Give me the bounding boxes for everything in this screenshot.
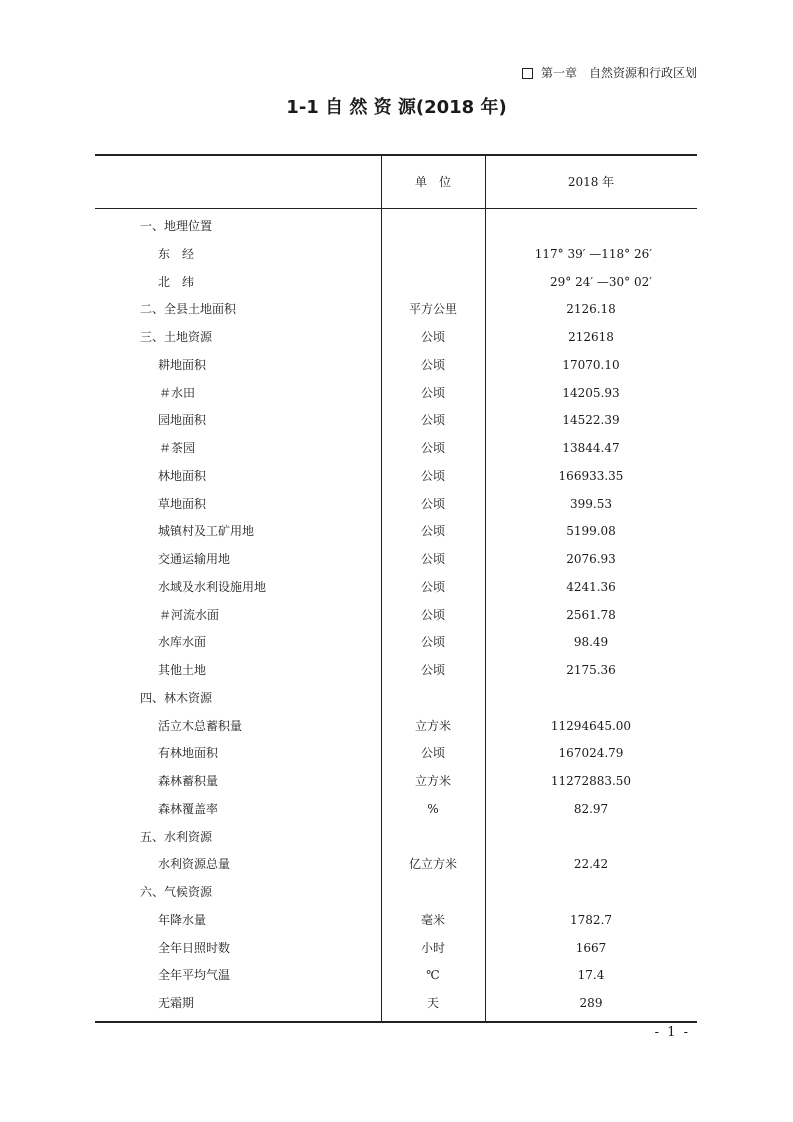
table-row — [95, 574, 697, 602]
row-value: 17070.10 — [562, 357, 620, 372]
table-row — [95, 602, 697, 630]
row-label: 林地面积 — [158, 468, 207, 483]
row-unit: 公顷 — [420, 524, 445, 539]
row-label: 有林地面积 — [158, 746, 219, 761]
table-header-rule — [95, 208, 697, 209]
row-label: 城镇村及工矿用地 — [158, 524, 255, 539]
row-label: 全年平均气温 — [158, 968, 231, 983]
row-unit: 立方米 — [414, 774, 451, 788]
table-row — [95, 657, 697, 685]
row-value: 5199.08 — [566, 524, 616, 539]
row-unit: 公顷 — [420, 357, 445, 372]
table-row — [95, 824, 697, 852]
row-unit: 立方米 — [414, 718, 451, 733]
row-unit: 公顷 — [420, 385, 445, 400]
row-label: 三、土地资源 — [140, 330, 213, 344]
row-label: 四、林木资源 — [140, 690, 213, 705]
row-label: 东 经 — [158, 246, 195, 261]
row-value: 4241.36 — [566, 579, 616, 594]
table-row — [95, 740, 697, 768]
row-value: 117° 39′ —118° 26′ — [534, 246, 652, 261]
row-value: 1782.7 — [570, 912, 612, 927]
row-label: 水利资源总量 — [158, 857, 231, 872]
row-label: 耕地面积 — [158, 357, 207, 372]
row-value: 13844.47 — [562, 441, 620, 455]
table-row — [95, 796, 697, 824]
row-label: 其他土地 — [158, 663, 207, 677]
row-label: ＃茶园 — [159, 441, 196, 455]
row-value: 82.97 — [573, 801, 609, 816]
row-unit: 公顷 — [420, 496, 445, 511]
row-label: 水域及水利设施用地 — [158, 579, 267, 594]
row-value: 14205.93 — [562, 385, 620, 400]
chapter-title: 自然资源和行政区划 — [588, 66, 697, 80]
row-unit: 平方公里 — [408, 302, 457, 317]
row-unit: 天 — [426, 996, 439, 1010]
row-value: 11294645.00 — [550, 718, 632, 733]
table-row — [95, 296, 697, 324]
row-value: 2076.93 — [566, 552, 616, 566]
row-unit: 公顷 — [420, 468, 445, 483]
row-unit: ℃ — [426, 968, 440, 983]
table-row — [95, 380, 697, 408]
row-unit: 公顷 — [420, 579, 445, 594]
row-value: 167024.79 — [558, 746, 624, 761]
table-row — [95, 768, 697, 796]
row-unit: 公顷 — [420, 746, 445, 761]
row-label: 无霜期 — [158, 996, 195, 1010]
page-number: - 1 - — [654, 1025, 690, 1040]
row-value: 1667 — [575, 940, 607, 955]
row-label: 活立木总蓄积量 — [158, 718, 243, 733]
row-label: 森林覆盖率 — [158, 801, 219, 816]
table-row — [95, 629, 697, 657]
table-bottom-rule — [95, 1021, 697, 1023]
row-label: 五、水利资源 — [140, 829, 213, 844]
row-label: 北 纬 — [158, 274, 195, 289]
row-value: 2175.36 — [566, 663, 616, 677]
row-unit: 毫米 — [420, 912, 445, 927]
table-row — [95, 907, 697, 935]
table-body — [95, 213, 697, 1018]
table-row — [95, 962, 697, 990]
row-value: 2126.18 — [566, 302, 616, 317]
table-row — [95, 851, 697, 879]
row-label: 水库水面 — [158, 635, 207, 650]
table-row — [95, 546, 697, 574]
row-label: ＃水田 — [159, 385, 196, 400]
table-row — [95, 879, 697, 907]
row-value: 399.53 — [570, 496, 612, 511]
row-value: 2561.78 — [566, 607, 616, 622]
table-row — [95, 685, 697, 713]
row-unit: 公顷 — [420, 663, 445, 677]
row-label: 交通运输用地 — [158, 552, 231, 566]
table-row — [95, 518, 697, 546]
row-label: 六、气候资源 — [140, 885, 213, 899]
table-row — [95, 241, 697, 269]
column-header-year: 2018 年 — [567, 175, 615, 189]
row-label: 二、全县土地面积 — [140, 302, 237, 317]
row-unit: 公顷 — [420, 635, 445, 650]
row-unit: 公顷 — [420, 552, 445, 566]
row-unit: % — [427, 801, 439, 816]
row-label: 园地面积 — [158, 413, 207, 428]
table-row — [95, 324, 697, 352]
row-value: 166933.35 — [558, 468, 624, 483]
row-unit: 公顷 — [420, 607, 445, 622]
row-value: 22.42 — [573, 857, 609, 872]
row-value: 98.49 — [573, 635, 609, 650]
row-unit: 公顷 — [420, 330, 445, 344]
row-value: 17.4 — [577, 968, 605, 983]
table-row — [95, 990, 697, 1018]
row-unit: 亿立方米 — [408, 857, 457, 872]
square-outline-icon — [522, 68, 533, 79]
row-label: 草地面积 — [158, 496, 207, 511]
table-row — [95, 407, 697, 435]
table-row — [95, 435, 697, 463]
table-row — [95, 491, 697, 519]
table-row — [95, 213, 697, 241]
row-label: 一、地理位置 — [140, 219, 213, 233]
row-value: 11272883.50 — [550, 774, 632, 788]
row-value: 212618 — [568, 330, 614, 344]
chapter-number: 第一章 — [540, 66, 577, 80]
table-row — [95, 935, 697, 963]
table-row — [95, 463, 697, 491]
row-label: ＃河流水面 — [159, 607, 220, 622]
row-unit: 公顷 — [420, 413, 445, 428]
page-title: 1-1 自 然 资 源(2018 年) — [286, 97, 507, 118]
column-header-unit: 单 位 — [414, 175, 451, 189]
row-value: 14522.39 — [562, 413, 620, 428]
row-value: 29° 24′ —30° 02′ — [550, 274, 652, 289]
running-head — [522, 65, 697, 81]
row-label: 年降水量 — [158, 912, 207, 927]
row-value: 289 — [579, 996, 603, 1010]
table-row — [95, 352, 697, 380]
row-label: 森林蓄积量 — [158, 774, 219, 788]
row-unit: 公顷 — [420, 441, 445, 455]
row-unit: 小时 — [420, 940, 445, 955]
row-label: 全年日照时数 — [158, 940, 231, 955]
table-row — [95, 713, 697, 741]
table-row — [95, 269, 697, 297]
